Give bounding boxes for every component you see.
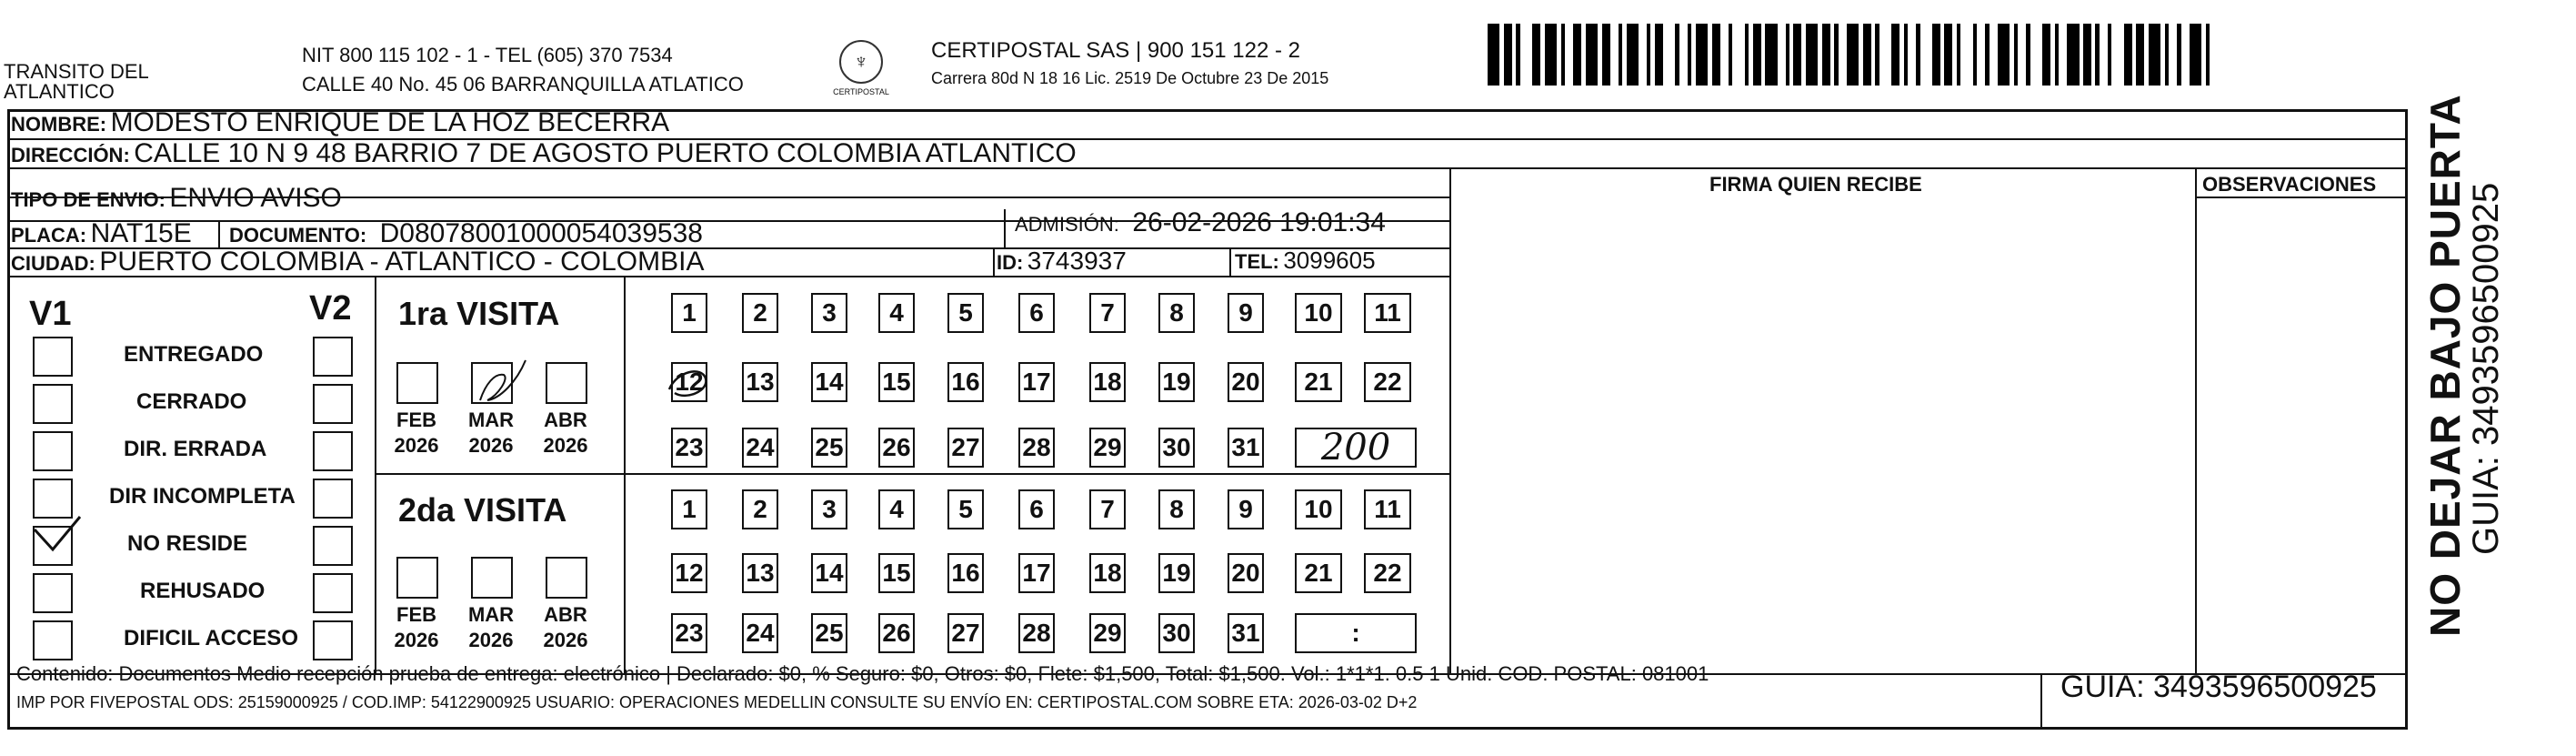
v2-checkbox[interactable] xyxy=(313,526,353,566)
direccion-row xyxy=(11,138,1077,169)
v1-checkbox[interactable] xyxy=(33,526,73,566)
visit1-day-30[interactable]: 30 xyxy=(1158,428,1195,468)
visit1-month-checkbox[interactable] xyxy=(471,362,513,404)
visit2-day-12[interactable]: 12 xyxy=(671,553,707,593)
v2-checkbox[interactable] xyxy=(313,384,353,424)
v1-checkbox[interactable] xyxy=(33,620,73,660)
visit2-day-31[interactable]: 31 xyxy=(1228,613,1264,653)
visit2-day-9[interactable]: 9 xyxy=(1228,489,1264,529)
sender-line-2: ATLANTICO xyxy=(4,80,115,103)
visit2-day-7[interactable]: 7 xyxy=(1089,489,1126,529)
visit1-day-9[interactable]: 9 xyxy=(1228,293,1264,333)
v2-checkbox[interactable] xyxy=(313,337,353,377)
visit1-day-18[interactable]: 18 xyxy=(1089,362,1126,402)
logo-text: CERTIPOSTAL xyxy=(833,87,889,96)
visit2-month-label xyxy=(389,602,444,653)
visit1-day-19[interactable]: 19 xyxy=(1158,362,1195,402)
month-name: FEB xyxy=(396,603,436,626)
status-label: ENTREGADO xyxy=(124,342,264,367)
visit1-day-27[interactable]: 27 xyxy=(947,428,984,468)
v2-header: V2 xyxy=(309,289,352,328)
direccion-label: DIRECCIÓN: xyxy=(11,144,130,166)
placa-label: PLACA: xyxy=(11,224,87,247)
carrier-info xyxy=(931,38,1328,88)
visit1-day-15[interactable]: 15 xyxy=(878,362,915,402)
visit1-day-1[interactable]: 1 xyxy=(671,293,707,333)
visit2-day-21[interactable]: 21 xyxy=(1295,553,1342,593)
visit2-day-23[interactable]: 23 xyxy=(671,613,707,653)
visit2-month-checkbox[interactable] xyxy=(471,557,513,599)
direccion-value: CALLE 10 N 9 48 BARRIO 7 DE AGOSTO PUERTO COLOMBIA ATLANTICO xyxy=(134,138,1077,168)
footer-guia: GUIA: 3493596500925 xyxy=(2060,670,2377,704)
v2-checkbox[interactable] xyxy=(313,573,353,613)
footer-contenido: Contenido: Documentos Medio recepción prueba de entrega: electrónico | Declarado: $0, % Seguro: $0, Otros: $0, Flete: $1,500, Total: $1,500. Vol.: 1*1*1. 0.5 1 Unid. COD. POSTAL: 081001 xyxy=(16,662,1709,685)
visit2-title: 2da VISITA xyxy=(398,491,567,529)
admision-label: ADMISIÓN: xyxy=(1015,213,1119,236)
status-label: REHUSADO xyxy=(140,579,266,603)
visit1-day-16[interactable]: 16 xyxy=(947,362,984,402)
v2-checkbox[interactable] xyxy=(313,620,353,660)
firma-label: FIRMA QUIEN RECIBE xyxy=(1709,173,1922,196)
tel-value: 3099605 xyxy=(1283,247,1376,274)
tel-label: TEL: xyxy=(1235,250,1279,273)
id-label: ID: xyxy=(997,251,1024,274)
visit2-day-3[interactable]: 3 xyxy=(811,489,847,529)
month-name: MAR xyxy=(467,408,515,431)
footer-imp: IMP POR FIVEPOSTAL ODS: 25159000925 / COD.IMP: 54122900925 USUARIO: OPERACIONES MEDELLIN CONSULTE SU ENVÍO EN: CERTIPOSTAL.COM SOBRE ETA: 2026-03-02 D+2 xyxy=(16,693,1418,711)
visit2-day-25[interactable]: 25 xyxy=(811,613,847,653)
visit1-month-label xyxy=(538,408,593,459)
barcode xyxy=(1488,24,2219,86)
visit2-day-15[interactable]: 15 xyxy=(878,553,915,593)
visit1-day-25[interactable]: 25 xyxy=(811,428,847,468)
visit2-day-10[interactable]: 10 xyxy=(1295,489,1342,529)
admision-row xyxy=(1015,207,1386,238)
visit2-day-24[interactable]: 24 xyxy=(742,613,778,653)
nombre-row xyxy=(11,107,669,138)
v1-checkbox[interactable] xyxy=(33,573,73,613)
month-year: 2026 xyxy=(394,434,439,457)
visit1-day-13[interactable]: 13 xyxy=(742,362,778,402)
visit2-day-30[interactable]: 30 xyxy=(1158,613,1195,653)
nombre-value: MODESTO ENRIQUE DE LA HOZ BECERRA xyxy=(110,107,670,137)
admision-value: 26-02-2026 19:01:34 xyxy=(1132,207,1386,237)
v1-checkbox[interactable] xyxy=(33,337,73,377)
visit1-day-5[interactable]: 5 xyxy=(947,293,984,333)
month-year: 2026 xyxy=(468,629,514,651)
sender-line-1: TRANSITO DEL xyxy=(4,60,149,83)
status-label: DIR. ERRADA xyxy=(124,437,267,461)
visit1-day-21[interactable]: 21 xyxy=(1295,362,1342,402)
visit2-day-8[interactable]: 8 xyxy=(1158,489,1195,529)
v1-checkbox[interactable] xyxy=(33,431,73,471)
month-name: FEB xyxy=(396,408,436,431)
no-dejar-bajo-puerta: NO DEJAR BAJO PUERTA xyxy=(2421,94,2469,637)
sender-name xyxy=(4,60,149,104)
visit1-day-14[interactable]: 14 xyxy=(811,362,847,402)
visit2-day-1[interactable]: 1 xyxy=(671,489,707,529)
carrier-logo xyxy=(829,40,893,96)
sender-nit: NIT 800 115 102 - 1 - TEL (605) 370 7534 xyxy=(302,44,673,66)
nombre-label: NOMBRE: xyxy=(11,113,107,136)
month-name: MAR xyxy=(467,603,515,626)
month-year: 2026 xyxy=(394,629,439,651)
visit2-day-27[interactable]: 27 xyxy=(947,613,984,653)
visit1-time-box[interactable]: 200 xyxy=(1295,428,1417,468)
visit2-day-13[interactable]: 13 xyxy=(742,553,778,593)
circle-mark-icon xyxy=(666,357,720,411)
month-name: ABR xyxy=(544,408,587,431)
month-year: 2026 xyxy=(543,434,588,457)
visit2-time-box[interactable]: : xyxy=(1295,613,1417,653)
v1-checkbox[interactable] xyxy=(33,479,73,519)
v2-checkbox[interactable] xyxy=(313,431,353,471)
visit2-day-11[interactable]: 11 xyxy=(1364,489,1411,529)
visit1-title: 1ra VISITA xyxy=(398,295,560,332)
status-label: DIR INCOMPLETA xyxy=(109,484,296,509)
tipo-value: ENVIO AVISO xyxy=(169,183,342,213)
month-year: 2026 xyxy=(468,434,514,457)
visit1-day-2[interactable]: 2 xyxy=(742,293,778,333)
sender-address: CALLE 40 No. 45 06 BARRANQUILLA ATLATICO xyxy=(302,73,744,96)
visit1-day-10[interactable]: 10 xyxy=(1295,293,1342,333)
logo-icon: ♆ xyxy=(839,40,883,84)
visit1-day-28[interactable]: 28 xyxy=(1018,428,1055,468)
visit1-month-checkbox[interactable] xyxy=(546,362,587,404)
visit2-month-checkbox[interactable] xyxy=(396,557,438,599)
visit1-day-7[interactable]: 7 xyxy=(1089,293,1126,333)
visit2-day-20[interactable]: 20 xyxy=(1228,553,1264,593)
visit2-day-2[interactable]: 2 xyxy=(742,489,778,529)
visit1-day-3[interactable]: 3 xyxy=(811,293,847,333)
visit1-day-17[interactable]: 17 xyxy=(1018,362,1055,402)
observaciones-label: OBSERVACIONES xyxy=(2202,173,2377,196)
visit2-month-checkbox[interactable] xyxy=(546,557,587,599)
visit1-day-29[interactable]: 29 xyxy=(1089,428,1126,468)
visit1-day-26[interactable]: 26 xyxy=(878,428,915,468)
v1-header: V1 xyxy=(29,295,72,333)
tel-row xyxy=(1235,247,1376,275)
visit1-day-8[interactable]: 8 xyxy=(1158,293,1195,333)
status-label: DIFICIL ACCESO xyxy=(124,626,299,650)
visit1-day-20[interactable]: 20 xyxy=(1228,362,1264,402)
placa-row xyxy=(11,218,192,249)
documento-label: DOCUMENTO: xyxy=(229,224,367,247)
ciudad-row xyxy=(11,247,704,277)
visit1-day-24[interactable]: 24 xyxy=(742,428,778,468)
visit2-day-28[interactable]: 28 xyxy=(1018,613,1055,653)
visit1-month-checkbox[interactable] xyxy=(396,362,438,404)
visit2-day-19[interactable]: 19 xyxy=(1158,553,1195,593)
observaciones-area[interactable] xyxy=(2199,198,2404,671)
visit2-day-4[interactable]: 4 xyxy=(878,489,915,529)
visit2-day-16[interactable]: 16 xyxy=(947,553,984,593)
visit2-day-18[interactable]: 18 xyxy=(1089,553,1126,593)
visit2-month-label xyxy=(464,602,518,653)
v2-checkbox[interactable] xyxy=(313,479,353,519)
ciudad-label: CIUDAD: xyxy=(11,252,95,275)
visit1-day-6[interactable]: 6 xyxy=(1018,293,1055,333)
placa-value: NAT15E xyxy=(90,218,192,248)
visit2-day-5[interactable]: 5 xyxy=(947,489,984,529)
tipo-row xyxy=(11,183,342,214)
carrier-name: CERTIPOSTAL SAS | 900 151 122 - 2 xyxy=(931,38,1300,63)
visit2-day-14[interactable]: 14 xyxy=(811,553,847,593)
visit1-day-31[interactable]: 31 xyxy=(1228,428,1264,468)
visit2-day-29[interactable]: 29 xyxy=(1089,613,1126,653)
visit2-month-label xyxy=(538,602,593,653)
documento-value: D08078001000054039538 xyxy=(379,218,703,248)
tipo-label: TIPO DE ENVIO: xyxy=(11,188,165,211)
status-label: CERRADO xyxy=(136,389,247,414)
carrier-address: Carrera 80d N 18 16 Lic. 2519 De Octubre 23 De 2015 xyxy=(931,69,1329,87)
side-guia: GUIA: 3493596500925 xyxy=(2466,182,2506,555)
visit2-day-26[interactable]: 26 xyxy=(878,613,915,653)
id-value: 3743937 xyxy=(1027,247,1127,275)
visit1-day-23[interactable]: 23 xyxy=(671,428,707,468)
visit2-day-17[interactable]: 17 xyxy=(1018,553,1055,593)
sender-info xyxy=(302,44,744,96)
visit1-day-22[interactable]: 22 xyxy=(1364,362,1411,402)
visit1-day-4[interactable]: 4 xyxy=(878,293,915,333)
id-row xyxy=(997,247,1127,276)
ciudad-value: PUERTO COLOMBIA - ATLANTICO - COLOMBIA xyxy=(99,247,705,277)
visit1-month-label xyxy=(464,408,518,459)
visit1-day-12[interactable]: 12 xyxy=(671,362,707,402)
v1-checkbox[interactable] xyxy=(33,384,73,424)
visit2-day-22[interactable]: 22 xyxy=(1364,553,1411,593)
visit2-day-6[interactable]: 6 xyxy=(1018,489,1055,529)
visit1-month-label xyxy=(389,408,444,459)
firma-area[interactable] xyxy=(1451,198,2193,671)
visit1-day-11[interactable]: 11 xyxy=(1364,293,1411,333)
documento-row xyxy=(229,218,703,249)
month-year: 2026 xyxy=(543,629,588,651)
month-name: ABR xyxy=(544,603,587,626)
status-label: NO RESIDE xyxy=(127,531,248,556)
